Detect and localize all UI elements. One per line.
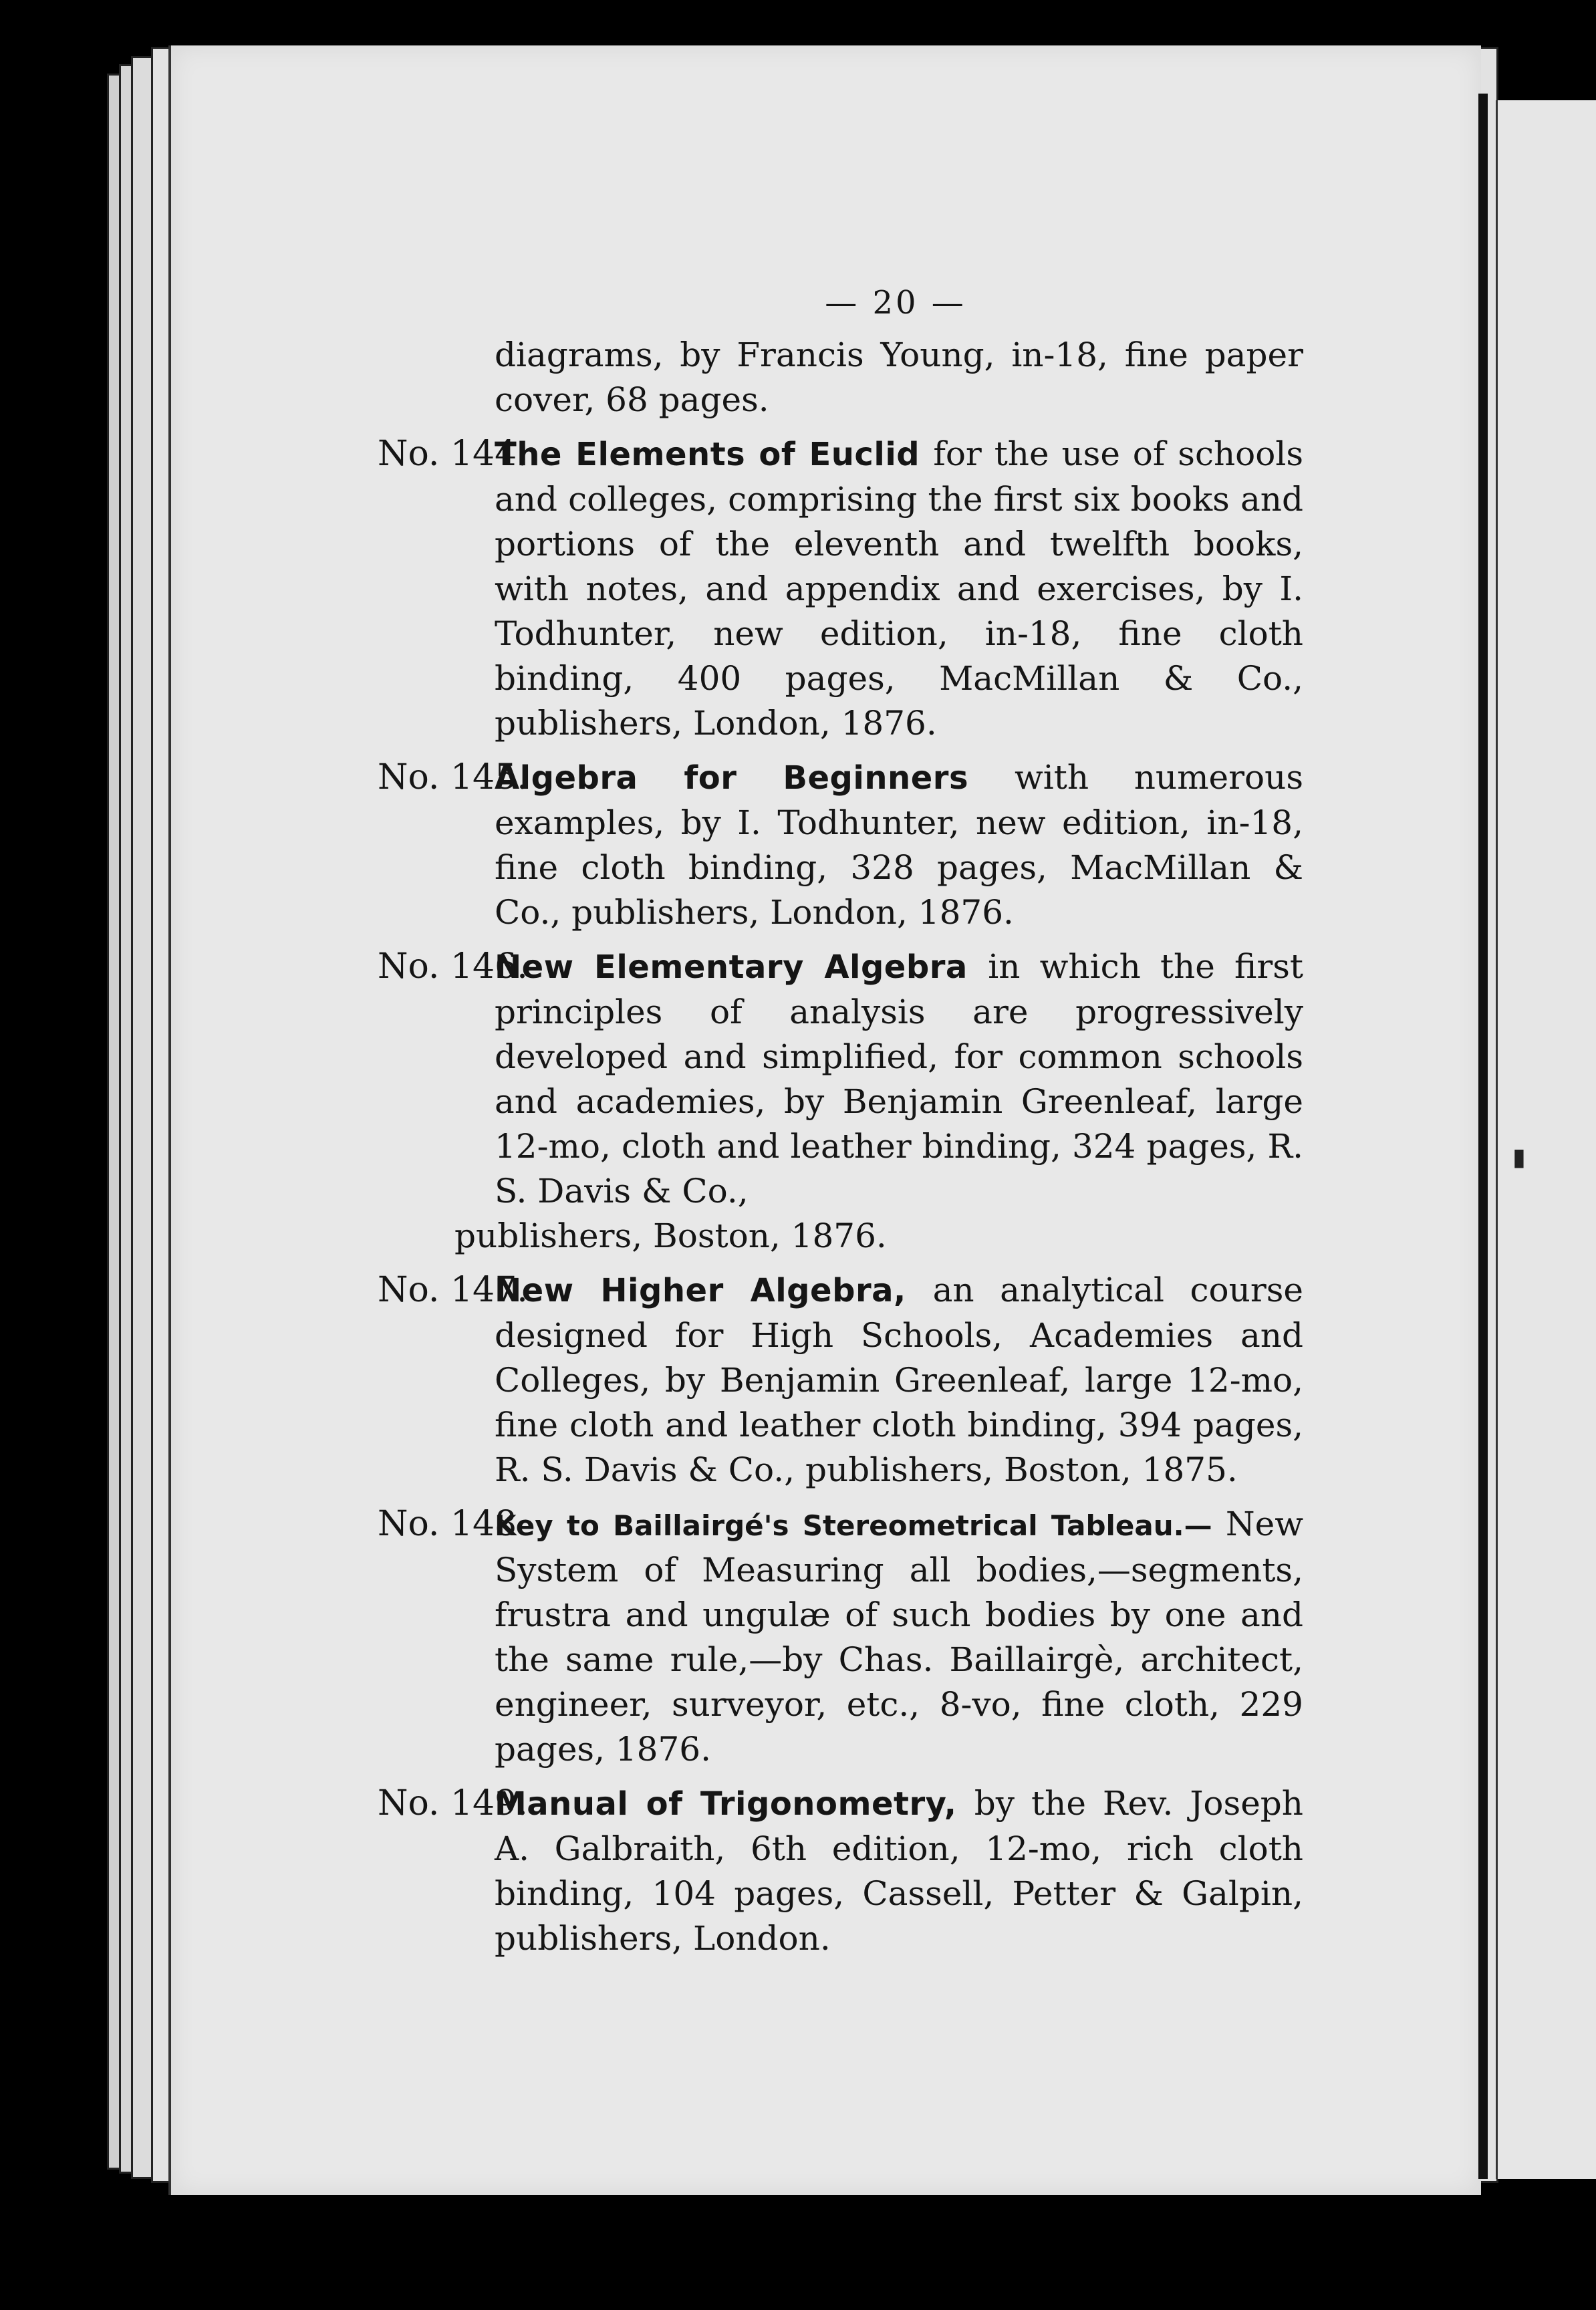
entry-title: Algebra for Beginners xyxy=(495,759,1015,797)
entry-number: No. 145. xyxy=(378,757,528,797)
entry-number: No. 147. xyxy=(378,1270,528,1310)
entry-title: New Higher Algebra, xyxy=(495,1272,933,1309)
entry-text: with numerous examples, by I. Todhunter, new edition, in-18, fine cloth binding, 328 pages, MacMillan & Co., publishers, London, 1876. xyxy=(495,758,1303,932)
entry-number: No. 149. xyxy=(378,1783,528,1823)
catalog-entry-145 xyxy=(378,755,1303,935)
entry-title: The Elements of Euclid xyxy=(495,436,934,473)
catalog-entry-144 xyxy=(378,432,1303,746)
catalog-entry-146 xyxy=(378,944,1303,1259)
entry-continuation: diagrams, by Francis Young, in-18, fine paper cover, 68 pages. xyxy=(495,336,1303,419)
entry-title: Manual of Trigonometry, xyxy=(495,1785,974,1823)
entry-number: No. 146. xyxy=(378,946,528,987)
entry-text-tail: publishers, Boston, 1876. xyxy=(454,1216,887,1255)
entry-title: Key to Baillairgé's Stereometrical Tableau.— xyxy=(495,1509,1226,1542)
facing-page-edge xyxy=(1496,100,1596,2179)
entry-text: New System of Measuring all bodies,—segments, frustra and ungulæ of such bodies by one and the same rule,—by Chas. Baillairgè, architect, engineer, surveyor, etc., 8-vo, fine cloth, 229 pages, 1876. xyxy=(495,1505,1303,1769)
page-gutter xyxy=(1478,94,1488,2179)
entry-title: New Elementary Algebra xyxy=(495,948,988,986)
facing-page-mark: ▮ xyxy=(1512,1143,1526,1171)
page-content xyxy=(378,281,1303,1970)
entry-text: by the Rev. Joseph A. Galbraith, 6th edition, 12-mo, rich cloth binding, 104 pages, Cassell, Petter & Galpin, publishers, London. xyxy=(495,1784,1303,1958)
catalog-entry-149 xyxy=(378,1781,1303,1961)
entry-number: No. 148 xyxy=(378,1504,517,1544)
entry-text: for the use of schools and colleges, comprising the first six books and portions of the eleventh and twelfth books, with notes, and appendix and exercises, by I. Todhunter, new edition, in-18, fine cloth binding, 400 pages, MacMillan & Co., publishers, London, 1876. xyxy=(495,434,1303,743)
catalog-entry-147 xyxy=(378,1268,1303,1493)
entry-number: No. 144. xyxy=(378,434,528,474)
entry-text: in which the first principles of analysis are progressively developed and simplified, for common schools and academies, by Benjamin Greenleaf, large 12-mo, cloth and leather binding, 324 pages, R. S. Davis & Co., xyxy=(495,947,1303,1210)
page-number: — 20 — xyxy=(825,284,966,322)
catalog-entry-148 xyxy=(378,1502,1303,1772)
entry-text: an analytical course designed for High Schools, Academies and Colleges, by Benjamin Greenleaf, large 12-mo, fine cloth and leather cloth binding, 394 pages, R. S. Davis & Co., publishers, Boston, 1875. xyxy=(495,1271,1303,1489)
